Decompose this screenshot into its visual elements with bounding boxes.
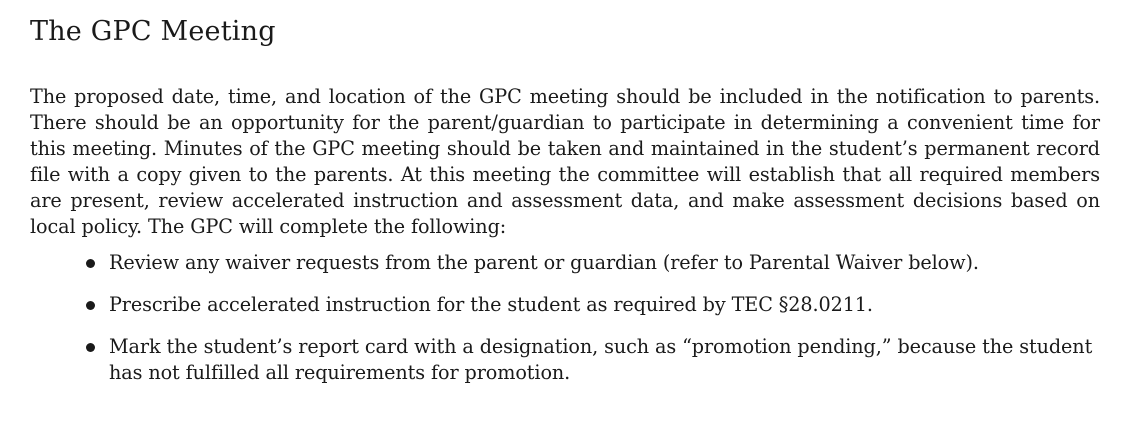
bullet-icon [86,259,95,268]
bullet-list [30,250,1100,386]
list-item-text: Review any waiver requests from the parent or guardian (refer to Parental Waiver below). [109,251,979,274]
bullet-icon [86,301,95,310]
list-item-text: Prescribe accelerated instruction for the student as required by TEC §28.0211. [109,293,873,316]
section-heading: The GPC Meeting [30,16,276,47]
bullet-icon [86,343,95,352]
list-item [30,292,1100,318]
list-item-text: Mark the student’s report card with a designation, such as “promotion pending,” because the student has not fulfilled all requirements for promotion. [109,335,1093,384]
body-paragraph: The proposed date, time, and location of the GPC meeting should be included in the notification to parents. There should be an opportunity for the parent/guardian to participate in determining a convenient time for this meeting. Minutes of the GPC meeting should be taken and maintained in the student’s permanent record file with a copy given to the parents. At this meeting the committee will establish that all required members are present, review accelerated instruction and assessment data, and make assessment decisions based on local policy. The GPC will complete the following: [30,85,1100,238]
list-item [30,250,1100,276]
document [30,10,1100,402]
list-item [30,334,1100,386]
